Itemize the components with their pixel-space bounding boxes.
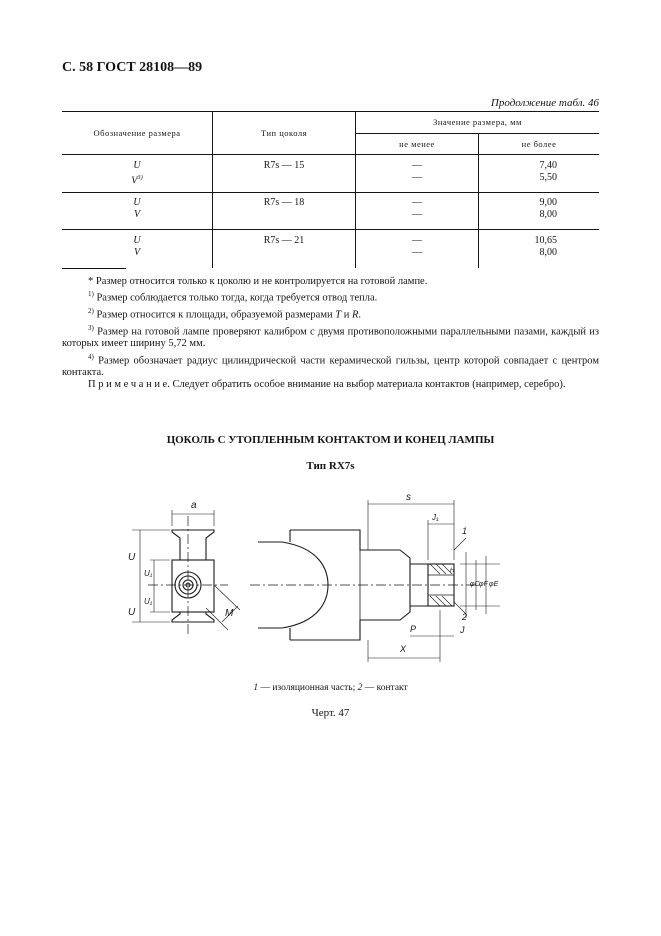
footnote-asterisk: * Размер относится только к цоколю и не контролируется на готовой лампе. xyxy=(88,276,428,287)
table-row xyxy=(62,193,599,230)
label-u-bottom: U xyxy=(128,607,136,618)
label-p: P xyxy=(410,624,417,634)
label-x: X xyxy=(400,644,407,654)
base-type-cell: R7s — 15 xyxy=(213,155,356,193)
dimension-table xyxy=(62,111,599,268)
label-u1-bottom: U₁ xyxy=(144,597,153,606)
footnote-1: $^{1)}$ Размер соблюдается только тогда, когда требуется отвод тепла. xyxy=(88,290,378,304)
footnotes xyxy=(62,276,599,392)
table-row xyxy=(62,230,599,269)
col-header-value: Значение размера, мм xyxy=(356,112,600,134)
col-header-designation: Обозначение размера xyxy=(62,112,213,155)
designation-cell: U V xyxy=(62,230,213,269)
table-continuation-label: Продолжение табл. 46 xyxy=(490,97,599,109)
label-phi-e: φE xyxy=(489,581,499,588)
max-cell: 9,00 8,00 xyxy=(479,193,600,230)
col-header-min: не менее xyxy=(356,133,479,155)
base-side-view xyxy=(250,500,500,662)
label-phi-f: φF xyxy=(479,581,488,588)
label-phi-c: φC xyxy=(470,581,480,588)
label-j1: J₁ xyxy=(432,513,439,522)
label-s: s xyxy=(406,492,411,503)
min-cell: — — xyxy=(356,193,479,230)
footnote-3: $^{3)}$ Размер на готовой лампе проверяют калибром с двумя противоположными параллельными пазами, каждый из которых имеет ширину 5,72 мм. xyxy=(62,323,600,350)
footnote-2: $^{2)}$ Размер относится к площади, образуемой размерами T и R. xyxy=(88,306,362,321)
footnote-divider xyxy=(62,268,126,269)
label-m: M xyxy=(225,608,234,619)
technical-drawing xyxy=(110,490,500,675)
label-j: J xyxy=(460,625,465,635)
label-h: H xyxy=(450,568,455,574)
col-header-max: не более xyxy=(479,133,600,155)
label-u-top: U xyxy=(128,552,136,563)
min-cell: — — xyxy=(356,155,479,193)
page-header: С. 58 ГОСТ 28108—89 xyxy=(62,60,203,75)
figure-label: Черт. 47 xyxy=(311,707,350,719)
footnote-4: $^{4)}$ Размер обозначает радиус цилиндрической части керамической гильзы, центр которой совпадает с центром контакта. xyxy=(62,352,600,379)
label-a: a xyxy=(191,500,197,511)
section-title: ЦОКОЛЬ С УТОПЛЕННЫМ КОНТАКТОМ И КОНЕЦ ЛАМПЫ xyxy=(166,434,495,446)
col-header-base-type: Тип цоколя xyxy=(213,112,356,155)
designation-cell: U V xyxy=(62,193,213,230)
label-callout-1: 1 xyxy=(462,526,468,536)
base-type-cell: R7s — 21 xyxy=(213,230,356,269)
table-row xyxy=(62,155,599,193)
label-callout-2: 2 xyxy=(462,612,468,622)
min-cell: — — xyxy=(356,230,479,269)
max-cell: 10,65 8,00 xyxy=(534,235,557,258)
section-subtitle: Тип RX7s xyxy=(306,460,355,472)
designation-cell: U $V^{3)}$ xyxy=(62,155,213,193)
base-type-cell: R7s — 18 xyxy=(213,193,356,230)
max-cell: 7,40 5,50 xyxy=(479,155,600,193)
note: П р и м е ч а н и е. Следует обратить особое внимание на выбор материала контактов (например, серебро). xyxy=(88,379,566,391)
figure-caption: 1 — изоляционная часть; 2 — контакт xyxy=(253,683,408,693)
label-u1-top: U₁ xyxy=(144,569,153,578)
